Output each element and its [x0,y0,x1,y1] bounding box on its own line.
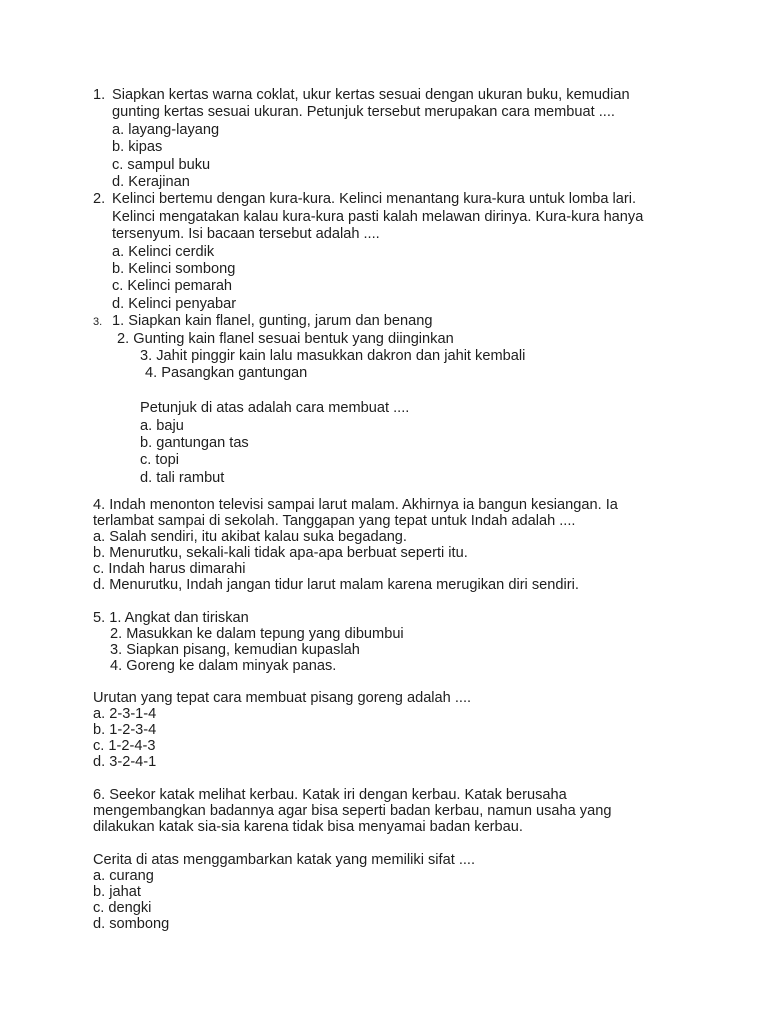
answer-option: a. baju [140,417,184,434]
answer-option: d. tali rambut [140,469,225,486]
question-number: 3. [93,316,103,328]
step-line: 4. Pasangkan gantungan [145,365,308,382]
answer-option: b. jahat [93,884,141,900]
answer-option: a. Kelinci cerdik [112,243,215,260]
step-line: 3. Siapkan pisang, kemudian kupaslah [110,642,360,658]
answer-option: c. sampul buku [112,156,211,173]
answer-option: b. gantungan tas [140,435,249,451]
question-text-line: Cerita di atas menggambarkan katak yang memiliki sifat .... [93,852,476,868]
answer-option: d. Kerajinan [112,174,190,190]
step-line: 3. Jahit pinggir kain lalu masukkan dakron dan jahit kembali [140,348,526,364]
answer-option: b. Menurutku, sekali-kali tidak apa-apa berbuat seperti itu. [93,545,468,561]
answer-option: a. curang [93,868,154,884]
answer-option: d. Menurutku, Indah jangan tidur larut malam karena merugikan diri sendiri. [93,577,579,593]
answer-option: a. 2-3-1-4 [93,706,157,722]
answer-option: d. 3-2-4-1 [93,754,157,770]
question-text-line: Petunjuk di atas adalah cara membuat .... [140,400,410,417]
step-line: 4. Goreng ke dalam minyak panas. [110,658,337,674]
step-line: 1. Siapkan kain flanel, gunting, jarum dan benang [112,313,433,330]
answer-option: d. Kelinci penyabar [112,295,237,312]
question-text-line: gunting kertas sesuai ukuran. Petunjuk tersebut merupakan cara membuat .... [112,104,615,121]
answer-option: c. dengki [93,900,152,916]
answer-option: b. Kelinci sombong [112,261,236,277]
question-text-line: Kelinci mengatakan kalau kura-kura pasti kalah melawan dirinya. Kura-kura hanya [112,208,644,225]
answer-option: c. topi [140,452,179,469]
answer-option: d. sombong [93,916,170,932]
answer-option: a. layang-layang [112,121,220,138]
question-text-line: Siapkan kertas warna coklat, ukur kertas sesuai dengan ukuran buku, kemudian [112,87,630,103]
question-text-line: 4. Indah menonton televisi sampai larut malam. Akhirnya ia bangun kesiangan. Ia [93,497,618,513]
step-line: 2. Masukkan ke dalam tepung yang dibumbui [110,626,404,642]
question-text-line: Urutan yang tepat cara membuat pisang goreng adalah .... [93,690,472,706]
question-text-line: Kelinci bertemu dengan kura-kura. Kelinci menantang kura-kura untuk lomba lari. [112,191,637,208]
answer-option: c. Indah harus dimarahi [93,561,246,577]
answer-option: c. Kelinci pemarah [112,278,233,295]
answer-option: b. 1-2-3-4 [93,722,157,738]
question-number: 2. [93,191,106,208]
step-line: 2. Gunting kain flanel sesuai bentuk yang diinginkan [117,330,454,347]
question-text-line: mengembangkan badannya agar bisa seperti badan kerbau, namun usaha yang [93,803,612,819]
question-text-line: tersenyum. Isi bacaan tersebut adalah .... [112,226,380,243]
question-text-line: terlambat sampai di sekolah. Tanggapan yang tepat untuk Indah adalah .... [93,513,576,529]
answer-option: b. kipas [112,139,163,156]
answer-option: a. Salah sendiri, itu akibat kalau suka begadang. [93,529,407,545]
question-text-line: dilakukan katak sia-sia karena tidak bisa menyamai badan kerbau. [93,819,523,835]
question-text-line: 6. Seekor katak melihat kerbau. Katak iri dengan kerbau. Katak berusaha [93,787,567,803]
question-number: 1. [93,87,106,103]
step-line: 5. 1. Angkat dan tiriskan [93,610,249,626]
answer-option: c. 1-2-4-3 [93,738,156,754]
